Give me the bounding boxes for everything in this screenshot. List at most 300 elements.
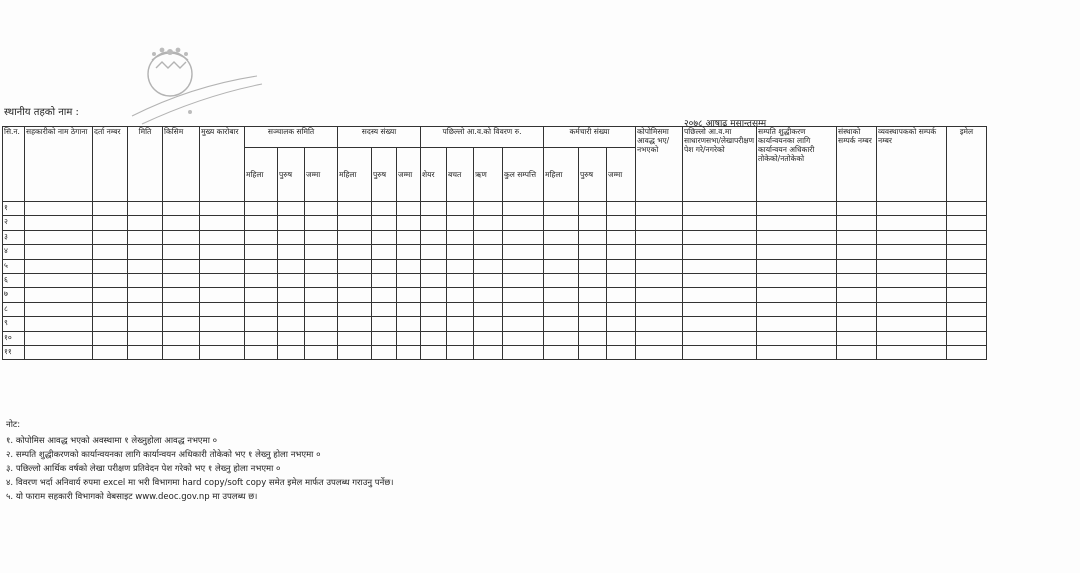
total-assets-header: कुल सम्पत्ति (503, 148, 544, 202)
table-cell (245, 245, 278, 259)
table-cell (503, 331, 544, 345)
table-row (3, 331, 987, 345)
table-cell (544, 317, 579, 331)
table-cell (93, 345, 128, 359)
table-cell (503, 345, 544, 359)
table-cell (877, 345, 947, 359)
table-row (3, 273, 987, 287)
table-cell (278, 273, 305, 287)
table-cell (200, 273, 245, 287)
table-cell (372, 259, 397, 273)
table-cell (636, 216, 683, 230)
notes-title: नोट: (6, 420, 21, 430)
col-type-header: किसिम (163, 127, 200, 202)
table-cell (200, 202, 245, 216)
table-cell (397, 331, 421, 345)
table-cell (447, 288, 474, 302)
table-cell (544, 230, 579, 244)
table-cell (757, 259, 837, 273)
office-seal-stamp (112, 38, 272, 134)
table-cell (305, 202, 338, 216)
table-cell (25, 202, 93, 216)
share-header: शेयर (421, 148, 447, 202)
table-cell (757, 288, 837, 302)
table-cell (837, 317, 877, 331)
table-cell (163, 216, 200, 230)
table-cell (837, 331, 877, 345)
table-row (3, 245, 987, 259)
table-row (3, 302, 987, 316)
table-cell (397, 202, 421, 216)
table-cell (544, 302, 579, 316)
table-cell (607, 273, 636, 287)
table-cell (278, 345, 305, 359)
table-cell (757, 202, 837, 216)
table-cell (447, 202, 474, 216)
table-cell (877, 273, 947, 287)
table-cell (607, 302, 636, 316)
table-cell (947, 273, 987, 287)
cooperative-details-table (2, 126, 987, 360)
table-cell (245, 259, 278, 273)
col-registration-header: दर्ता नम्बर (93, 127, 128, 202)
note-item: ५. यो फाराम सहकारी विभागको वेबसाइट www.deoc.gov.np मा उपलब्ध छ। (6, 492, 258, 502)
table-cell (607, 317, 636, 331)
table-cell (305, 273, 338, 287)
table-cell (607, 331, 636, 345)
member-total-header: जम्मा (397, 148, 421, 202)
col-audit-agm-header: पछिल्लो आ.व.मा साधारणसभा/लेखापरीक्षण पेश गरे/नगरेको (683, 127, 757, 202)
table-cell (877, 259, 947, 273)
table-cell (947, 230, 987, 244)
row-number: १ (3, 202, 25, 216)
table-cell (128, 317, 163, 331)
table-cell (93, 245, 128, 259)
table-cell (579, 230, 607, 244)
table-body (3, 202, 987, 360)
board-male-header: पुरुष (278, 148, 305, 202)
table-cell (579, 216, 607, 230)
row-number: ११ (3, 345, 25, 359)
table-cell (372, 216, 397, 230)
col-coop-contact-header: संस्थाको सम्पर्क नम्बर (837, 127, 877, 202)
table-cell (397, 216, 421, 230)
table-cell (474, 273, 503, 287)
table-row (3, 216, 987, 230)
row-number: ३ (3, 230, 25, 244)
col-main-business-header: मुख्य कारोबार (200, 127, 245, 202)
table-cell (93, 331, 128, 345)
table-cell (503, 302, 544, 316)
table-cell (544, 245, 579, 259)
table-cell (947, 317, 987, 331)
table-cell (25, 345, 93, 359)
table-cell (447, 331, 474, 345)
table-cell (503, 273, 544, 287)
table-cell (200, 302, 245, 316)
table-cell (93, 202, 128, 216)
notes-section (6, 418, 394, 504)
table-cell (163, 259, 200, 273)
table-cell (757, 245, 837, 259)
table-cell (25, 302, 93, 316)
table-cell (474, 202, 503, 216)
member-female-header: महिला (338, 148, 372, 202)
table-cell (544, 273, 579, 287)
table-cell (338, 288, 372, 302)
table-cell (245, 216, 278, 230)
table-cell (947, 202, 987, 216)
loan-header: ऋण (474, 148, 503, 202)
table-cell (93, 317, 128, 331)
table-cell (305, 317, 338, 331)
table-cell (338, 273, 372, 287)
table-cell (683, 345, 757, 359)
note-item: २. सम्पति शुद्धीकरणको कार्यान्वयनका लागि कार्यान्वयन अधिकारी तोकेको भए १ लेख्नु होला नभएमा ० (6, 450, 321, 460)
table-cell (128, 245, 163, 259)
table-cell (25, 288, 93, 302)
table-cell (25, 245, 93, 259)
table-cell (245, 331, 278, 345)
table-cell (25, 331, 93, 345)
table-cell (877, 216, 947, 230)
table-cell (93, 216, 128, 230)
table-cell (305, 230, 338, 244)
col-copomis-header: कोपोमिसमा आवद्ध भए/नभएको (636, 127, 683, 202)
table-cell (163, 317, 200, 331)
table-cell (683, 302, 757, 316)
table-cell (338, 202, 372, 216)
table-cell (163, 245, 200, 259)
table-cell (200, 317, 245, 331)
table-cell (278, 259, 305, 273)
table-cell (757, 331, 837, 345)
table-cell (278, 288, 305, 302)
board-total-header: जम्मा (305, 148, 338, 202)
row-number: ६ (3, 273, 25, 287)
table-cell (305, 288, 338, 302)
table-cell (421, 230, 447, 244)
table-cell (163, 345, 200, 359)
table-cell (579, 345, 607, 359)
table-cell (683, 245, 757, 259)
table-cell (278, 302, 305, 316)
table-cell (397, 317, 421, 331)
table-cell (338, 216, 372, 230)
table-cell (200, 345, 245, 359)
table-cell (25, 230, 93, 244)
table-cell (579, 317, 607, 331)
table-cell (947, 345, 987, 359)
table-cell (25, 273, 93, 287)
table-cell (683, 317, 757, 331)
table-cell (25, 317, 93, 331)
table-cell (128, 331, 163, 345)
table-cell (636, 302, 683, 316)
table-cell (503, 216, 544, 230)
table-cell (245, 202, 278, 216)
row-number: ४ (3, 245, 25, 259)
table-cell (544, 202, 579, 216)
table-cell (93, 273, 128, 287)
table-cell (278, 331, 305, 345)
table-row (3, 345, 987, 359)
table-cell (683, 273, 757, 287)
note-item: ३. पछिल्लो आर्थिक वर्षको लेखा परीक्षण प्रतिवेदन पेश गरेको भए १ लेख्नु होला नभएमा ० (6, 464, 281, 474)
table-cell (397, 302, 421, 316)
table-cell (25, 216, 93, 230)
table-cell (474, 230, 503, 244)
table-cell (474, 259, 503, 273)
col-date-header: मिति (128, 127, 163, 202)
table-cell (877, 245, 947, 259)
table-cell (837, 259, 877, 273)
note-item: १. कोपोमिस आवद्ध भएको अवस्थामा १ लेख्नुहोला आवद्ध नभएमा ० (6, 436, 218, 446)
table-cell (474, 331, 503, 345)
table-cell (607, 245, 636, 259)
table-row (3, 230, 987, 244)
table-cell (305, 259, 338, 273)
table-cell (947, 245, 987, 259)
table-cell (947, 259, 987, 273)
table-row (3, 317, 987, 331)
table-cell (636, 202, 683, 216)
table-cell (683, 230, 757, 244)
table-cell (757, 317, 837, 331)
table-cell (636, 259, 683, 273)
table-cell (372, 202, 397, 216)
table-cell (305, 216, 338, 230)
table-cell (128, 216, 163, 230)
table-cell (607, 216, 636, 230)
local-level-label: स्थानीय तहको नाम : (4, 107, 79, 118)
note-item: ४. विवरण भर्दा अनिवार्य रुपमा excel मा भरी विभागमा hard copy/soft copy समेत इमेल मार्फत उपलब्ध गराउनु पर्नेछ। (6, 478, 394, 488)
table-cell (372, 230, 397, 244)
table-cell (245, 302, 278, 316)
table-cell (544, 331, 579, 345)
table-cell (474, 288, 503, 302)
col-manager-contact-header: व्यवस्थापकको सम्पर्क नम्बर (877, 127, 947, 202)
board-female-header: महिला (245, 148, 278, 202)
table-cell (757, 230, 837, 244)
table-cell (93, 288, 128, 302)
table-cell (421, 302, 447, 316)
table-cell (447, 302, 474, 316)
row-number: १० (3, 331, 25, 345)
table-cell (837, 288, 877, 302)
table-cell (245, 317, 278, 331)
table-cell (421, 331, 447, 345)
table-cell (245, 345, 278, 359)
col-email-header: इमेल (947, 127, 987, 202)
table-cell (338, 245, 372, 259)
table-cell (128, 273, 163, 287)
table-cell (200, 288, 245, 302)
row-number: ९ (3, 317, 25, 331)
col-aml-officer-header: सम्पति शुद्धीकरण कार्यान्वयनका लागि कार्यान्वयन अधिकारी तोकेको/नतोकेको (757, 127, 837, 202)
table-cell (947, 302, 987, 316)
table-cell (607, 259, 636, 273)
table-cell (447, 273, 474, 287)
saving-header: बचत (447, 148, 474, 202)
table-cell (503, 230, 544, 244)
col-coop-name-header: सहकारीको नाम ठेगाना (25, 127, 93, 202)
table-row (3, 288, 987, 302)
table-cell (579, 245, 607, 259)
table-cell (245, 288, 278, 302)
table-cell (200, 331, 245, 345)
table-cell (421, 202, 447, 216)
table-cell (163, 331, 200, 345)
table-cell (372, 288, 397, 302)
table-cell (245, 273, 278, 287)
table-cell (305, 331, 338, 345)
table-cell (544, 259, 579, 273)
table-cell (305, 302, 338, 316)
row-number: २ (3, 216, 25, 230)
table-cell (757, 216, 837, 230)
col-staff-group-header: कर्मचारी संख्या (544, 127, 636, 148)
table-cell (421, 345, 447, 359)
table-cell (474, 216, 503, 230)
table-cell (503, 288, 544, 302)
member-male-header: पुरुष (372, 148, 397, 202)
table-cell (877, 202, 947, 216)
table-cell (474, 317, 503, 331)
table-cell (278, 245, 305, 259)
table-cell (200, 245, 245, 259)
table-cell (338, 317, 372, 331)
table-cell (338, 302, 372, 316)
table-cell (163, 230, 200, 244)
table-cell (447, 259, 474, 273)
table-cell (397, 345, 421, 359)
table-cell (93, 259, 128, 273)
col-prev-fy-group-header: पछिल्लो आ.व.को विवरण रु. (421, 127, 544, 148)
table-cell (338, 230, 372, 244)
table-cell (947, 331, 987, 345)
table-cell (474, 245, 503, 259)
as-of-date: २०७८ आषाढ मसान्तसम्म (684, 119, 767, 129)
table-cell (544, 345, 579, 359)
table-cell (757, 302, 837, 316)
table-cell (503, 202, 544, 216)
table-cell (683, 288, 757, 302)
table-cell (636, 288, 683, 302)
table-cell (947, 288, 987, 302)
table-cell (338, 331, 372, 345)
table-cell (607, 345, 636, 359)
table-cell (636, 230, 683, 244)
table-cell (372, 245, 397, 259)
table-cell (163, 273, 200, 287)
table-cell (474, 302, 503, 316)
table-cell (837, 245, 877, 259)
table-cell (278, 202, 305, 216)
table-cell (447, 216, 474, 230)
col-board-group-header: सञ्चालक समिति (245, 127, 338, 148)
table-cell (447, 317, 474, 331)
table-cell (607, 202, 636, 216)
table-cell (25, 259, 93, 273)
table-cell (397, 273, 421, 287)
table-cell (447, 230, 474, 244)
table-cell (877, 317, 947, 331)
table-cell (447, 245, 474, 259)
table-cell (636, 273, 683, 287)
table-cell (757, 273, 837, 287)
table-cell (579, 259, 607, 273)
table-cell (579, 331, 607, 345)
table-cell (474, 345, 503, 359)
table-cell (503, 245, 544, 259)
table-cell (397, 288, 421, 302)
table-cell (305, 345, 338, 359)
table-cell (278, 216, 305, 230)
table-row (3, 259, 987, 273)
staff-male-header: पुरुष (579, 148, 607, 202)
table-cell (837, 302, 877, 316)
table-cell (305, 245, 338, 259)
table-cell (757, 345, 837, 359)
row-number: ८ (3, 302, 25, 316)
table-cell (338, 259, 372, 273)
row-number: ५ (3, 259, 25, 273)
table-cell (636, 331, 683, 345)
table-cell (877, 331, 947, 345)
table-row (3, 202, 987, 216)
table-cell (397, 259, 421, 273)
table-cell (200, 259, 245, 273)
table-cell (372, 273, 397, 287)
table-cell (544, 216, 579, 230)
table-cell (372, 345, 397, 359)
table-cell (503, 259, 544, 273)
table-cell (636, 345, 683, 359)
table-cell (421, 273, 447, 287)
table-cell (128, 202, 163, 216)
table-cell (200, 230, 245, 244)
table-cell (579, 202, 607, 216)
table-cell (372, 331, 397, 345)
table-cell (93, 302, 128, 316)
table-cell (128, 345, 163, 359)
table-cell (200, 216, 245, 230)
table-cell (683, 331, 757, 345)
table-cell (128, 288, 163, 302)
col-member-group-header: सदस्य संख्या (338, 127, 421, 148)
table-cell (245, 230, 278, 244)
table-cell (447, 345, 474, 359)
col-sn-header: सि.न. (3, 127, 25, 202)
table-cell (837, 230, 877, 244)
table-cell (947, 216, 987, 230)
table-cell (421, 259, 447, 273)
table-cell (579, 273, 607, 287)
table-cell (607, 288, 636, 302)
table-cell (837, 202, 877, 216)
table-cell (877, 230, 947, 244)
table-cell (338, 345, 372, 359)
table-cell (372, 317, 397, 331)
table-cell (93, 230, 128, 244)
table-cell (636, 245, 683, 259)
staff-total-header: जम्मा (607, 148, 636, 202)
table-cell (163, 302, 200, 316)
table-cell (579, 288, 607, 302)
table-cell (421, 317, 447, 331)
table-cell (421, 216, 447, 230)
